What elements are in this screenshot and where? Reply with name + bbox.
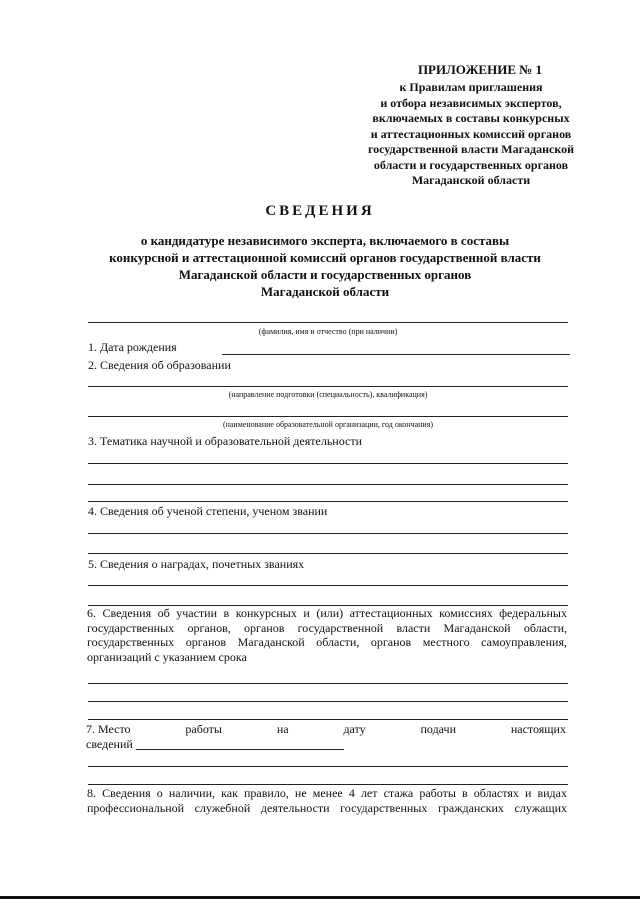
experience-text-line: профессиональной служебной деятельности государственных гражданских служащих xyxy=(87,800,567,815)
research-field-line[interactable] xyxy=(88,484,568,485)
subtitle-line: Магаданской области и государственных органов xyxy=(178,267,472,282)
document-subtitle xyxy=(90,232,560,300)
workplace-field-line[interactable] xyxy=(88,766,568,767)
item-education-label: 2. Сведения об образовании xyxy=(88,358,231,372)
commissions-field-line[interactable] xyxy=(88,719,568,720)
appendix-ref-line: области и государственных органов xyxy=(373,157,569,172)
birth-date-field-line[interactable] xyxy=(222,354,570,355)
appendix-ref-line: и аттестационных комиссий органов xyxy=(370,126,572,141)
experience-text-line: 8. Сведения о наличии, как правило, не менее 4 лет стажа работы в областях и видах xyxy=(87,786,567,800)
name-field-line[interactable] xyxy=(88,322,568,323)
workplace-word: работы xyxy=(185,722,222,736)
institution-field-line[interactable] xyxy=(88,416,568,417)
commissions-field-line[interactable] xyxy=(88,683,568,684)
item-commissions-label xyxy=(87,606,567,664)
workplace-field-line[interactable] xyxy=(88,784,568,785)
page-bottom-edge xyxy=(0,896,640,899)
degree-field-line[interactable] xyxy=(88,553,568,554)
institution-caption: (наименование образовательной организации, год окончания) xyxy=(222,420,434,429)
item-experience-label xyxy=(87,786,567,815)
appendix-ref-line: к Правилам приглашения xyxy=(399,80,543,94)
workplace-word: 7. Место xyxy=(86,722,131,736)
degree-field-line[interactable] xyxy=(88,533,568,534)
commissions-text-line: государственных органов, органов государственной власти Магаданской области, xyxy=(87,620,567,635)
research-field-line[interactable] xyxy=(88,501,568,502)
subtitle-line: Магаданской области xyxy=(260,284,390,299)
appendix-ref-line: Магаданской области xyxy=(411,173,531,187)
document-title: СВЕДЕНИЯ xyxy=(265,203,375,219)
workplace-word: настоящих xyxy=(510,722,566,736)
item-birth-date-label: 1. Дата рождения xyxy=(88,340,177,354)
workplace-word: на xyxy=(276,722,289,736)
workplace-word: дату xyxy=(343,722,366,736)
commissions-field-line[interactable] xyxy=(88,701,568,702)
specialty-field-line[interactable] xyxy=(88,386,568,387)
workplace-word: подачи xyxy=(420,722,456,736)
awards-field-line[interactable] xyxy=(88,585,568,586)
subtitle-line: конкурсной и аттестационной комиссий органов государственной власти xyxy=(109,250,541,265)
appendix-ref-line: государственной власти Магаданской xyxy=(367,142,575,156)
commissions-text-line: государственных органов Магаданской области, органов местного самоуправления, xyxy=(87,635,567,649)
appendix-ref-line: включаемых в составы конкурсных xyxy=(372,111,570,125)
commissions-text-line: 6. Сведения об участии в конкурсных и (или) аттестационных комиссиях федеральных xyxy=(87,606,567,620)
name-caption: (фамилия, имя и отчество (при наличии) xyxy=(258,327,398,336)
appendix-title: ПРИЛОЖЕНИЕ № 1 xyxy=(417,62,543,77)
workplace-field-line[interactable] xyxy=(136,749,344,750)
appendix-reference xyxy=(336,80,606,189)
appendix-ref-line: и отбора независимых экспертов, xyxy=(380,95,562,110)
research-field-line[interactable] xyxy=(88,463,568,464)
item-degree-label: 4. Сведения об ученой степени, ученом звании xyxy=(88,504,328,518)
item-awards-label: 5. Сведения о наградах, почетных званиях xyxy=(88,557,305,571)
item-research-topics-label: 3. Тематика научной и образовательной деятельности xyxy=(88,434,363,448)
specialty-caption: (направление подготовки (специальность), квалификация) xyxy=(228,390,428,399)
workplace-continuation: сведений xyxy=(86,737,133,751)
subtitle-line: о кандидатуре независимого эксперта, включаемого в составы xyxy=(140,233,510,248)
commissions-text-line: организаций с указанием срока xyxy=(87,649,247,664)
item-workplace-label xyxy=(86,722,566,737)
